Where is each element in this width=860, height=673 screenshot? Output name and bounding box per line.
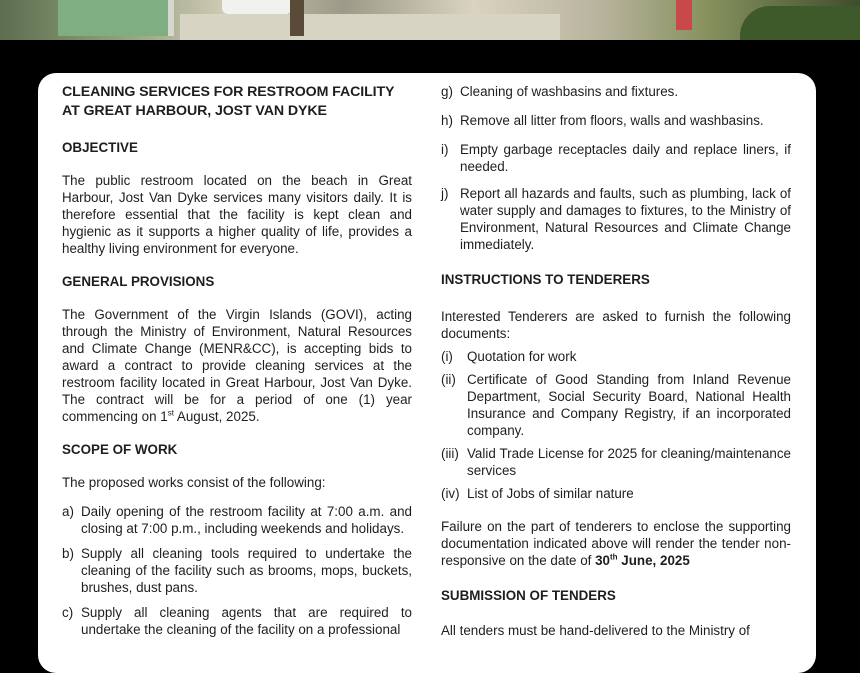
objective-heading: OBJECTIVE: [62, 140, 138, 155]
scope-item: h) Remove all litter from floors, walls and washbasins.: [441, 113, 764, 128]
submission-text: All tenders must be hand-delivered to the Ministry of: [441, 623, 750, 638]
scope-item: g) Cleaning of washbasins and fixtures.: [441, 84, 679, 99]
photo-building: [58, 0, 174, 36]
left-column: [62, 73, 412, 638]
submission-heading: SUBMISSION OF TENDERS: [441, 588, 616, 603]
instructions-heading: INSTRUCTIONS TO TENDERERS: [441, 272, 650, 287]
required-document-item: (iv) List of Jobs of similar nature: [441, 486, 634, 501]
scope-item: j) Report all hazards and faults, such as plumbing, lack of water supply and damages to fixtures, to the Ministry of Environment, Natural Resources and Climate Change immediately.: [441, 186, 791, 252]
photo-vegetation: [740, 6, 860, 40]
general-provisions-text: The Government of the Virgin Islands (GOVI), acting through the Ministry of Environment, Natural Resources and Climate Change (MENR&CC), is accepting bids to award a contract to provide cleaning services at the restroom facility located in Great Harbour, Jost Van Dyke. The contract will be for a period of one (1) year commencing on 1st August, 2025.: [62, 307, 412, 424]
photo-tree-trunk: [290, 0, 304, 36]
scope-item: i) Empty garbage receptacles daily and replace liners, if needed.: [441, 142, 791, 174]
notice-title: CLEANING SERVICES FOR RESTROOM FACILITY AT GREAT HARBOUR, JOST VAN DYKE: [62, 84, 395, 119]
header-photo: [0, 0, 860, 40]
scope-heading: SCOPE OF WORK: [62, 442, 178, 457]
instructions-intro: Interested Tenderers are asked to furnish the following documents:: [441, 309, 791, 341]
photo-road: [180, 14, 560, 40]
photo-car: [222, 0, 292, 14]
right-column: [441, 73, 791, 639]
scope-item: a) Daily opening of the restroom facility at 7:00 a.m. and closing at 7:00 p.m., including weekends and holidays.: [62, 504, 412, 536]
required-document-item: (ii) Certificate of Good Standing from Inland Revenue Department, Social Security Board, National Health Insurance and Company Registry, if an incorporated company.: [441, 372, 791, 438]
general-provisions-heading: GENERAL PROVISIONS: [62, 274, 215, 289]
required-document-item: (i) Quotation for work: [441, 349, 577, 364]
scope-item: c) Supply all cleaning agents that are required to undertake the cleaning of the facility on a professional: [62, 605, 412, 637]
objective-text: The public restroom located on the beach in Great Harbour, Jost Van Dyke services many visitors daily. It is therefore essential that the facility is kept clean and hygienic as it supports a higher quality of life, provides a healthy living environment for everyone.: [62, 173, 412, 256]
required-document-item: (iii) Valid Trade License for 2025 for cleaning/maintenance services: [441, 446, 791, 478]
notice-card: [38, 73, 816, 673]
scope-intro: The proposed works consist of the following:: [62, 475, 326, 490]
photo-sign: [676, 0, 692, 30]
failure-notice: Failure on the part of tenderers to enclose the supporting documentation indicated above will render the tender non-responsive on the date of 30th June, 2025: [441, 519, 791, 568]
scope-item: b) Supply all cleaning tools required to undertake the cleaning of the facility such as brooms, mops, buckets, brushes, dust pans.: [62, 546, 412, 595]
